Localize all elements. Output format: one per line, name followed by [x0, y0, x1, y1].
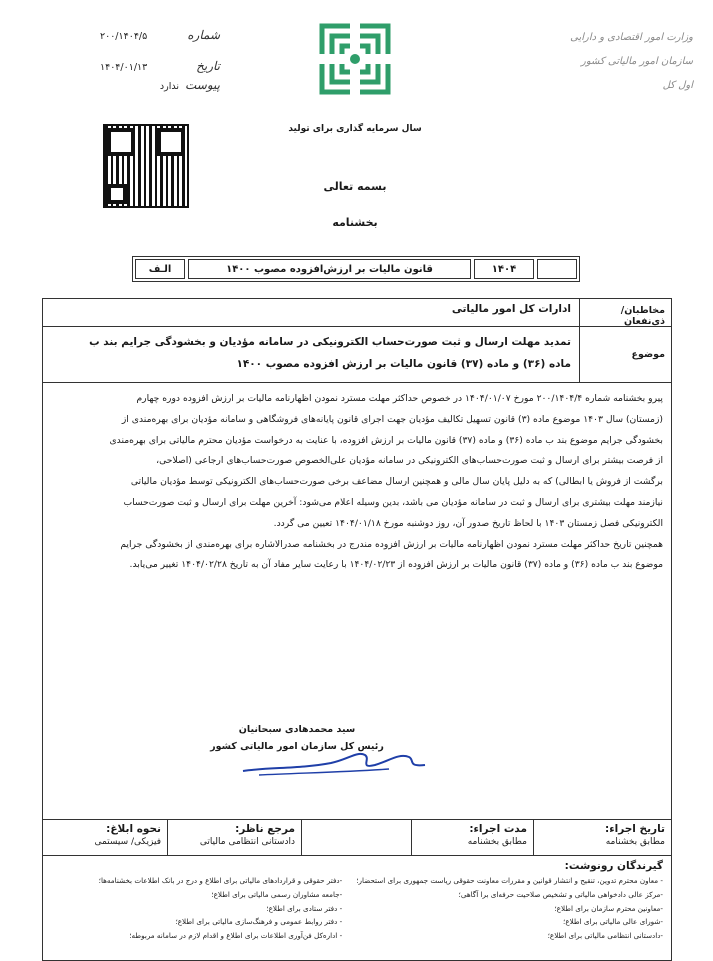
- title-strip: [132, 256, 580, 282]
- bismillah-heading: بسمه تعالی: [323, 180, 387, 193]
- strip-series: الـف: [135, 259, 185, 279]
- cc-title: گیرندگان رونوشت:: [564, 860, 663, 872]
- subject-value: [43, 327, 579, 382]
- subject-row: [43, 327, 671, 383]
- subject-line-1: تمدید مهلت ارسال و ثبت صورت‌حساب الکترونیکی در سامانه مؤدیان و بخشودگی جرایم بند ب: [89, 336, 571, 348]
- body-line: بخشودگی جرایم موضوع بند ب ماده (۳۶) و ماده (۳۷) قانون مالیات بر ارزش افزوده، با عنایت به درخواست مؤدیان محترم مالیاتی برای بهره‌مندی: [109, 434, 663, 446]
- exec-date-cell: [533, 820, 671, 855]
- supervisor-cell: [167, 820, 301, 855]
- strip-empty-cell: [537, 259, 577, 279]
- recipients-label: مخاطبان/ذی‌نفعان: [579, 299, 671, 326]
- duration-value: مطابق بخشنامه: [467, 837, 527, 847]
- body-line: موضوع بند ب ماده (۳۶) و ماده (۳۷) قانون مالیات بر ارزش افزوده از ۱۴۰۴/۰۲/۲۳ با رعایت سایر مفاد آن به تاریخ ۱۴۰۴/۰۲/۲۸ تغییر می‌یابد.: [129, 559, 663, 571]
- exec-date-value: مطابق بخشنامه: [605, 837, 665, 847]
- handwritten-signature: [239, 745, 429, 779]
- circular-table: [42, 298, 672, 961]
- recipients-row: [43, 299, 671, 327]
- cc-right-column: [356, 874, 663, 943]
- cc-item: - اداره‌کل فن‌آوری اطلاعات برای اطلاع و اقدام لازم در سامانه مربوطه؛: [129, 931, 343, 941]
- exec-date-label: تاریخ اجراء:: [605, 823, 665, 835]
- cc-item: -جامعه مشاوران رسمی مالیاتی برای اطلاع؛: [211, 889, 343, 899]
- org-office: اول کل: [662, 80, 693, 91]
- number-value: ۲۰۰/۱۴۰۴/۵: [100, 31, 148, 42]
- supervisor-label: مرجع ناظر:: [235, 823, 295, 835]
- cc-columns: [51, 874, 663, 943]
- attachment-value: ندارد: [159, 81, 179, 92]
- tax-organization-logo: [318, 22, 392, 102]
- info-row: [43, 820, 671, 856]
- body-line: برگشت از فروش یا ابطالی) که به دلیل پایان سال مالی و همچنین ارسال مضاعف برخی صورت‌حساب‌های الکترونیکی توسط مؤدیان مالیاتی: [130, 476, 663, 488]
- attachment-label: پیوست: [185, 78, 220, 92]
- notify-label: نحوه ابلاغ:: [106, 823, 161, 835]
- cc-row: [43, 856, 671, 960]
- cc-item: - معاون محترم تدوین، تنقیح و انتشار قوانین و مقررات معاونت حقوقی ریاست جمهوری برای استحضار؛: [356, 876, 663, 885]
- duration-cell: [411, 820, 533, 855]
- cc-item: -معاونین محترم سازمان برای اطلاع؛: [554, 903, 663, 913]
- document-meta: [100, 28, 220, 97]
- duration-label: مدت اجراء:: [469, 823, 527, 835]
- org-ministry: وزارت امور اقتصادی و دارایی: [570, 32, 693, 43]
- strip-title: قانون مالیات بر ارزش‌افزوده مصوب ۱۴۰۰: [188, 259, 471, 279]
- body-line: همچنین تاریخ حداکثر مهلت مسترد نمودن اظهارنامه مالیات بر ارزش افزوده مندرج در بخشنامه صدرالاشاره برای بهره‌مندی از بخشودگی جرایم: [120, 538, 663, 550]
- document-type-heading: بخشنامه: [332, 216, 378, 229]
- signatory-name: سید محمدهادی سبحانیان: [238, 724, 356, 735]
- strip-number: ۱۴۰۴: [474, 259, 534, 279]
- spacer-cell: [301, 820, 411, 855]
- body-row: [43, 383, 671, 820]
- body-line: پیرو بخشنامه شماره ۲۰۰/۱۴۰۴/۴ مورخ ۱۴۰۴/۰۱/۰۷ در خصوص حداکثر مهلت مسترد نمودن اظهارنامه مالیات بر ارزش افزوده دوره چهارم: [136, 393, 663, 404]
- body-line: نیازمند مهلت بیشتری برای ارسال و ثبت در سامانه مؤدیان می باشد، بدین وسیله اعلام می‌شود: آخرین مهلت برای ارسال و ثبت صورت‌حساب: [123, 496, 663, 508]
- subject-label: موضوع: [579, 327, 671, 382]
- notify-value: فیزیکی/ سیستمی: [94, 837, 161, 847]
- cc-item: -دفتر حقوقی و قراردادهای مالیاتی برای اطلاع و درج در بانک اطلاعات بخشنامه‌ها؛: [98, 876, 343, 885]
- body-line: از فرصت بیشتر برای ارسال و ثبت صورت‌حساب‌های الکترونیکی در سامانه مؤدیان علی‌الخصوص صورت‌حساب‌های ارجاعی (اصلاحی،: [156, 455, 663, 467]
- attachment-row: [100, 78, 220, 97]
- date-value: ۱۴۰۴/۰۱/۱۳: [100, 62, 148, 73]
- cc-item: - دفتر روابط عمومی و فرهنگ‌سازی مالیاتی برای اطلاع؛: [175, 917, 343, 927]
- notify-cell: [43, 820, 167, 855]
- cc-left-column: [51, 874, 342, 943]
- year-slogan: سال سرمایه گذاری برای تولید: [288, 124, 422, 134]
- cc-item: -دادستانی انتظامی مالیاتی برای اطلاع؛: [547, 931, 663, 941]
- date-label: تاریخ: [196, 59, 220, 73]
- subject-line-2: ماده (۳۶) و ماده (۳۷) قانون مالیات بر ارزش افزوده مصوب ۱۴۰۰: [236, 358, 571, 370]
- cc-item: -مرکز عالی دادخواهی مالیاتی و تشخیص صلاحیت حرفه‌ای برا آگاهی؛: [458, 889, 663, 899]
- supervisor-value: دادستانی انتظامی مالیاتی: [199, 837, 295, 847]
- date-row: [100, 59, 220, 78]
- qr-code: [103, 124, 189, 208]
- body-line: الکترونیکی فصل زمستان ۱۴۰۳ با لحاظ تاریخ صدور آن، روز دوشنبه مورخ ۱۴۰۴/۰۱/۱۸ تعیین می گردد.: [273, 517, 663, 529]
- body-line: (زمستان) سال ۱۴۰۳ موضوع ماده (۳) قانون تسهیل تکالیف مؤدیان جهت اجرای قانون پایانه‌های فروشگاهی و سامانه مؤدیان برای بهره‌مندی از: [121, 413, 663, 425]
- cc-item: -شورای عالی مالیاتی برای اطلاع؛: [563, 917, 663, 927]
- organization-header: [493, 26, 693, 98]
- signatory-title: رئیس کل سازمان امور مالیاتی کشور: [210, 741, 384, 752]
- org-agency: سازمان امور مالیاتی کشور: [581, 56, 693, 67]
- cc-item: - دفتر ستادی برای اطلاع؛: [266, 903, 343, 913]
- number-label: شماره: [187, 28, 220, 42]
- number-row: [100, 28, 220, 47]
- circular-body: [43, 383, 671, 819]
- recipients-value: ادارات کل امور مالیاتی: [451, 303, 571, 315]
